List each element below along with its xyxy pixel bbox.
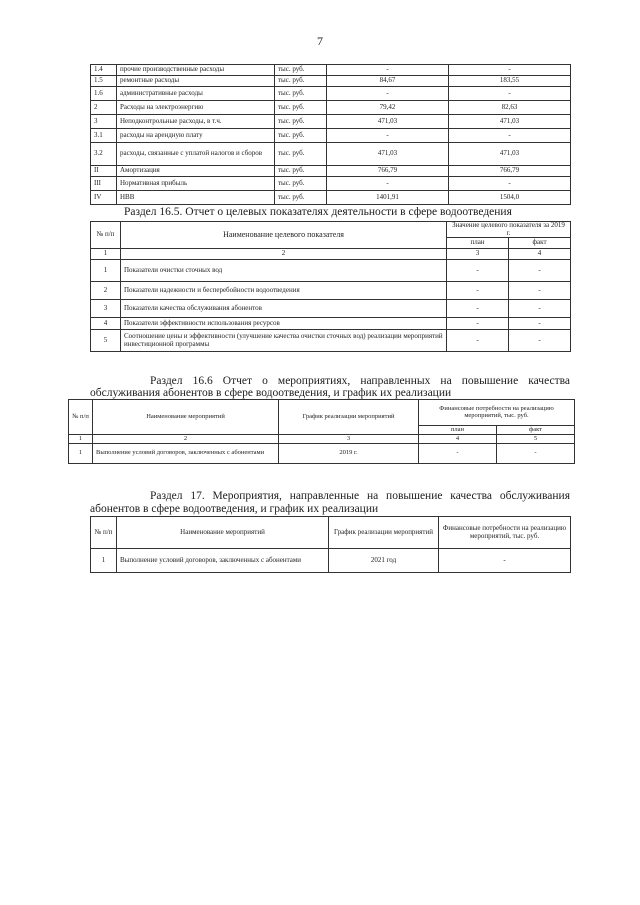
row-plan: 766,79	[327, 166, 449, 177]
row-fact: -	[509, 330, 571, 352]
row-plan: -	[327, 129, 449, 143]
row-num: 2	[91, 101, 117, 115]
row-fact: -	[497, 444, 575, 464]
table-row	[91, 115, 571, 129]
row-fact: -	[509, 318, 571, 330]
row-fact: -	[509, 260, 571, 282]
table-row	[91, 65, 571, 76]
row-name: Расходы на электроэнергию	[117, 101, 275, 115]
index-cell: 1	[91, 249, 121, 260]
col-name-header: Наименование мероприятий	[93, 400, 279, 435]
index-cell: 5	[497, 435, 575, 444]
row-plan: -	[447, 282, 509, 300]
row-name: административные расходы	[117, 87, 275, 101]
table-row	[91, 177, 571, 191]
index-cell: 1	[69, 435, 93, 444]
col-value-header: Значение целевого показателя за 2019 г.	[447, 222, 571, 238]
row-unit: тыс. руб.	[275, 101, 327, 115]
row-plan: 84,67	[327, 76, 449, 87]
col-num-header: № п/п	[91, 222, 121, 249]
col-num-header: № п/п	[69, 400, 93, 435]
row-num: II	[91, 166, 117, 177]
index-cell: 2	[93, 435, 279, 444]
row-name: расходы, связанные с уплатой налогов и сборов	[117, 143, 275, 166]
col-finance-header: Финансовые потребности на реализацию мероприятий, тыс. руб.	[439, 517, 571, 549]
row-name: Неподконтрольные расходы, в т.ч.	[117, 115, 275, 129]
col-plan-header: план	[419, 426, 497, 435]
row-name: Показатели качества обслуживания абонентов	[121, 300, 447, 318]
row-unit: тыс. руб.	[275, 177, 327, 191]
row-num: 1	[91, 260, 121, 282]
row-name: ремонтные расходы	[117, 76, 275, 87]
row-unit: тыс. руб.	[275, 87, 327, 101]
row-num: 2	[91, 282, 121, 300]
row-plan: -	[327, 65, 449, 76]
row-name: Показатели эффективности использования ресурсов	[121, 318, 447, 330]
row-fact: 82,63	[449, 101, 571, 115]
row-unit: тыс. руб.	[275, 76, 327, 87]
row-plan: -	[447, 318, 509, 330]
row-unit: тыс. руб.	[275, 166, 327, 177]
table-row	[91, 549, 571, 573]
table-row	[91, 166, 571, 177]
row-num: 3.2	[91, 143, 117, 166]
table-row	[91, 282, 571, 300]
row-unit: тыс. руб.	[275, 65, 327, 76]
row-name: Соотношение цены и эффективности (улучшение качества очистки сточных вод) реализации мероприятий инвестиционной программы	[121, 330, 447, 352]
table-row	[91, 260, 571, 282]
row-plan: 471,03	[327, 115, 449, 129]
table-row	[91, 143, 571, 166]
col-schedule-header: График реализации мероприятий	[329, 517, 439, 549]
table-row	[69, 444, 575, 464]
col-schedule-header: График реализации мероприятий	[279, 400, 419, 435]
col-name-header: Наименование целевого показателя	[121, 222, 447, 249]
row-fact: 183,55	[449, 76, 571, 87]
index-cell: 4	[509, 249, 571, 260]
row-plan: 1401,91	[327, 191, 449, 205]
row-num: 1.6	[91, 87, 117, 101]
row-fact: 471,03	[449, 143, 571, 166]
row-name: Выполнение условий договоров, заключенных с абонентами	[117, 549, 329, 573]
index-cell: 4	[419, 435, 497, 444]
table-row	[91, 318, 571, 330]
row-num: 1	[91, 549, 117, 573]
row-plan: -	[419, 444, 497, 464]
row-unit: тыс. руб.	[275, 115, 327, 129]
row-plan: -	[447, 260, 509, 282]
measures-report-table	[68, 399, 575, 464]
row-fact: 766,79	[449, 166, 571, 177]
table-row	[91, 300, 571, 318]
section-17-title-line1: Раздел 17. Мероприятия, направленные на повышение качества обслуживания	[150, 490, 570, 502]
row-plan: -	[447, 300, 509, 318]
row-fact: -	[509, 300, 571, 318]
row-name: расходы на арендную плату	[117, 129, 275, 143]
row-plan: 79,42	[327, 101, 449, 115]
col-fact-header: факт	[497, 426, 575, 435]
section-16-5-title: Раздел 16.5. Отчет о целевых показателях деятельности в сфере водоотведения	[124, 206, 512, 218]
col-finance-header: Финансовые потребности на реализацию мероприятий, тыс. руб.	[419, 400, 575, 426]
row-fact: -	[449, 177, 571, 191]
row-finance: -	[439, 549, 571, 573]
page-number: 7	[317, 34, 323, 48]
index-row	[91, 249, 571, 260]
row-name: Нормативная прибыль	[117, 177, 275, 191]
row-num: 3	[91, 300, 121, 318]
col-plan-header: план	[447, 238, 509, 249]
row-num: 1	[69, 444, 93, 464]
row-num: 1.5	[91, 76, 117, 87]
table-row	[91, 330, 571, 352]
row-num: III	[91, 177, 117, 191]
section-16-6-title-line2: обслуживания абонентов в сфере водоотведения, и график их реализации	[90, 387, 452, 399]
row-num: 5	[91, 330, 121, 352]
col-name-header: Наименование мероприятий	[117, 517, 329, 549]
row-plan: -	[447, 330, 509, 352]
section-17-title-line2: абонентов в сфере водоотведения, и график их реализации	[90, 503, 379, 515]
row-name: НВВ	[117, 191, 275, 205]
row-plan: 471,03	[327, 143, 449, 166]
row-num: 3	[91, 115, 117, 129]
row-name: Амортизация	[117, 166, 275, 177]
row-fact: 471,03	[449, 115, 571, 129]
row-unit: тыс. руб.	[275, 129, 327, 143]
col-fact-header: факт	[509, 238, 571, 249]
row-unit: тыс. руб.	[275, 191, 327, 205]
col-num-header: № п/п	[91, 517, 117, 549]
row-num: IV	[91, 191, 117, 205]
index-cell: 3	[447, 249, 509, 260]
row-fact: 1504,0	[449, 191, 571, 205]
row-name: Выполнение условий договоров, заключенных с абонентами	[93, 444, 279, 464]
row-fact: -	[449, 87, 571, 101]
row-num: 1.4	[91, 65, 117, 76]
row-fact: -	[449, 65, 571, 76]
row-unit: тыс. руб.	[275, 143, 327, 166]
section-16-6-title-line1: Раздел 16.6 Отчет о мероприятиях, направленных на повышение качества	[150, 375, 570, 387]
row-fact: -	[449, 129, 571, 143]
row-name: Показатели очистки сточных вод	[121, 260, 447, 282]
table-row	[91, 87, 571, 101]
row-name: прочие производственные расходы	[117, 65, 275, 76]
table-row	[91, 129, 571, 143]
index-cell: 3	[279, 435, 419, 444]
table-row	[91, 101, 571, 115]
row-plan: -	[327, 177, 449, 191]
measures-plan-table	[90, 516, 571, 573]
row-plan: -	[327, 87, 449, 101]
index-cell: 2	[121, 249, 447, 260]
target-indicators-table	[90, 221, 571, 352]
table-row	[91, 191, 571, 205]
row-schedule: 2019 г.	[279, 444, 419, 464]
row-fact: -	[509, 282, 571, 300]
cost-table	[90, 64, 571, 205]
index-row	[69, 435, 575, 444]
row-name: Показатели надежности и бесперебойности водоотведения	[121, 282, 447, 300]
row-schedule: 2021 год	[329, 549, 439, 573]
row-num: 3.1	[91, 129, 117, 143]
table-row	[91, 76, 571, 87]
row-num: 4	[91, 318, 121, 330]
